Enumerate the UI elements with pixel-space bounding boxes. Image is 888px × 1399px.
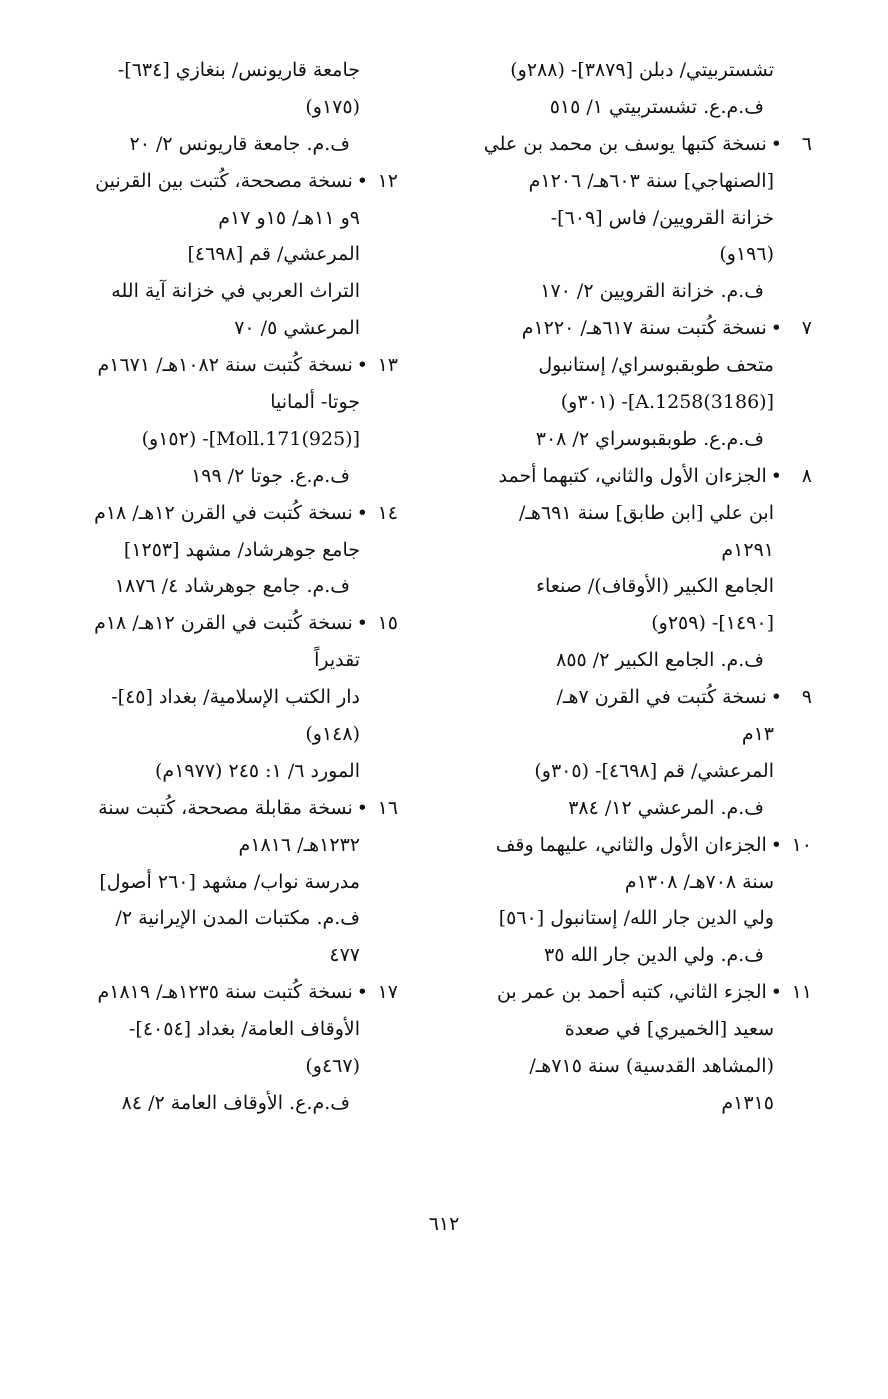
entry-number: ١٦ [377,796,398,819]
text-line [432,864,812,901]
text-line [18,974,398,1011]
text-line [432,753,812,790]
text-line [432,974,812,1011]
text-line [18,605,398,642]
text-line [432,716,812,753]
bullet-icon: • [356,612,368,635]
text-line [432,384,812,421]
text-line [18,495,398,532]
line-text: تشستربيتي/ دبلن [٣٨٧٩]- (٢٨٨و) [510,59,774,81]
text-line [432,790,812,827]
entry-number: ١٧ [377,981,398,1004]
text-line [432,236,812,273]
line-text: نسخة كتبها يوسف بن محمد بن علي [483,132,767,155]
text-line [432,605,812,642]
bullet-icon: • [356,796,368,819]
line-text: سنة ٧٠٨هـ/ ١٣٠٨م [624,870,774,893]
line-text: ف.م.ع. جوتا ٢/ ١٩٩ [191,464,350,487]
text-line [18,937,398,974]
text-line [432,126,812,163]
text-line [18,89,398,126]
line-text: الأوقاف العامة/ بغداد [٤٠٥٤]- [128,1018,360,1041]
line-text: نسخة كُتبت في القرن ١٢هـ/ ١٨م [94,501,353,524]
text-line [18,236,398,273]
text-line [432,532,812,569]
left-column [18,52,398,1122]
text-line [432,495,812,532]
text-line [432,1048,812,1085]
line-text: جوتا- ألمانيا [270,391,360,414]
line-text: ابن علي [ابن طابق] سنة ٦٩١هـ/ [518,501,774,524]
line-text: المرعشي/ قم [٤٦٩٨] [187,243,360,266]
line-text: ف.م. ولي الدين جار الله ٣٥ [543,944,764,967]
line-text: ولي الدين جار الله/ إستانبول [٥٦٠] [498,907,774,930]
line-text: (٤٦٧و) [305,1055,360,1078]
line-text: الجزء الثاني، كتبه أحمد بن عمر بن [496,981,767,1004]
text-line [432,900,812,937]
line-text: المرعشي ٥/ ٧٠ [234,317,360,340]
line-text: ف.م.ع. تشستربيتي ١/ ٥١٥ [549,95,764,118]
line-text: خزانة القرويين/ فاس [٦٠٩]- [550,206,774,229]
text-line [18,1085,398,1122]
text-line [18,642,398,679]
line-text: ف.م. خزانة القرويين ٢/ ١٧٠ [540,280,764,303]
bullet-icon: • [770,981,782,1004]
text-line [18,52,398,89]
line-text: التراث العربي في خزانة آية الله [111,280,360,303]
text-line [432,89,812,126]
bullet-icon: • [356,501,368,524]
bullet-icon: • [770,317,782,340]
line-text: (١٩٦و) [719,243,774,266]
text-line [18,716,398,753]
line-text: ف.م. مكتبات المدن الإيرانية ٢/ [115,907,360,930]
text-line [18,1011,398,1048]
bullet-icon: • [770,686,782,709]
entry-number: ٩ [801,686,812,709]
text-line [18,753,398,790]
line-text: (١٤٨و) [305,723,360,746]
line-text: ف.م.ع. الأوقاف العامة ٢/ ٨٤ [121,1091,350,1114]
bullet-icon: • [770,833,782,856]
bullet-icon: • [356,354,368,377]
text-line [432,310,812,347]
line-text: ١٢٩١م [721,538,774,561]
entry-number: ١٣ [377,354,398,377]
text-line [432,1085,812,1122]
text-line [18,864,398,901]
entry-number: ١٥ [377,612,398,635]
text-line [18,421,398,458]
line-text: ف.م. جامعة قاريونس ٢/ ٢٠ [129,132,350,155]
line-text: الجزءان الأول والثاني، كتبهما أحمد [498,464,767,487]
text-line [18,384,398,421]
text-line [18,200,398,237]
line-text: ف.م.ع. طوبقبوسراي ٢/ ٣٠٨ [535,427,764,450]
text-line [432,642,812,679]
right-column [432,52,812,1122]
line-text: ١٣م [741,723,774,746]
line-text: ف.م. جامع جوهرشاد ٤/ ١٨٧٦ [114,575,350,598]
line-text: جامعة قاريونس/ بنغازي [٦٣٤]- [117,59,360,81]
page-number: ٦١٢ [428,1213,460,1235]
line-text: الجزءان الأول والثاني، عليهما وقف [495,833,767,856]
text-line [432,347,812,384]
line-text: نسخة كُتبت في القرن ٧هـ/ [556,686,767,709]
line-text: ف.م. الجامع الكبير ٢/ ٨٥٥ [556,649,764,672]
line-text: متحف طوبقبوسراي/ إستانبول [538,354,774,377]
entry-number: ١٢ [377,169,398,192]
text-line [432,163,812,200]
line-text: مدرسة نواب/ مشهد [٢٦٠ أصول] [99,870,360,893]
line-text: (١٧٥و) [305,95,360,118]
line-text: نسخة مصححة، كُتبت بين القرنين [95,169,353,192]
text-line [18,900,398,937]
text-line [432,421,812,458]
text-line [432,273,812,310]
entry-number: ٦ [801,132,812,155]
line-text: ٤٧٧ [329,944,360,967]
entry-number: ١٠ [791,833,812,856]
line-text: نسخة كُتبت سنة ١٠٨٢هـ/ ١٦٧١م [97,354,353,377]
text-line [18,1048,398,1085]
text-line [432,1011,812,1048]
text-line [432,200,812,237]
line-text: جامع جوهرشاد/ مشهد [١٢٥٣] [123,538,360,561]
line-text: ١٢٣٢هـ/ ١٨١٦م [238,833,360,856]
line-text: [١٤٩٠]- (٢٥٩و) [651,612,774,635]
text-line [18,790,398,827]
line-text: ف.م. المرعشي ١٢/ ٣٨٤ [568,796,764,819]
text-line [432,458,812,495]
text-line [432,827,812,864]
line-text: تقديراً [314,649,360,672]
line-text: نسخة كُتبت سنة ٦١٧هـ/ ١٢٢٠م [521,317,767,340]
line-text: نسخة مقابلة مصححة، كُتبت سنة [98,796,353,819]
text-line [18,273,398,310]
text-line [432,679,812,716]
text-line [18,126,398,163]
bullet-icon: • [356,981,368,1004]
text-line [18,163,398,200]
text-line [18,827,398,864]
line-text: [Moll.171(925)]- (١٥٢و) [141,427,360,450]
text-line [18,532,398,569]
line-text: [الصنهاجي] سنة ٦٠٣هـ/ ١٢٠٦م [528,169,774,192]
line-text: [A.1258(3186)]- (٣٠١و) [560,391,774,414]
text-line [432,568,812,605]
line-text: سعيد [الخميري] في صعدة [564,1018,774,1041]
line-text: المورد ٦/ ١: ٢٤٥ (١٩٧٧م) [155,759,360,782]
text-line [18,458,398,495]
text-line [18,568,398,605]
line-text: دار الكتب الإسلامية/ بغداد [٤٥]- [111,686,360,709]
bullet-icon: • [356,169,368,192]
line-text: الجامع الكبير (الأوقاف)/ صنعاء [536,575,774,598]
text-line [18,679,398,716]
line-text: ١٣١٥م [721,1091,774,1114]
line-text: نسخة كُتبت في القرن ١٢هـ/ ١٨م [94,612,353,635]
text-line [432,52,812,89]
bullet-icon: • [770,132,782,155]
entry-number: ٨ [801,464,812,487]
text-line [432,937,812,974]
bullet-icon: • [770,464,782,487]
line-text: ٩و ١١هـ/ ١٥و ١٧م [218,206,360,229]
line-text: (المشاهد القدسية) سنة ٧١٥هـ/ [529,1055,774,1078]
text-line [18,347,398,384]
line-text: المرعشي/ قم [٤٦٩٨]- (٣٠٥و) [534,759,774,782]
entry-number: ٧ [801,317,812,340]
entry-number: ١٤ [377,501,398,524]
entry-number: ١١ [791,981,812,1004]
line-text: نسخة كُتبت سنة ١٢٣٥هـ/ ١٨١٩م [97,981,353,1004]
text-line [18,310,398,347]
